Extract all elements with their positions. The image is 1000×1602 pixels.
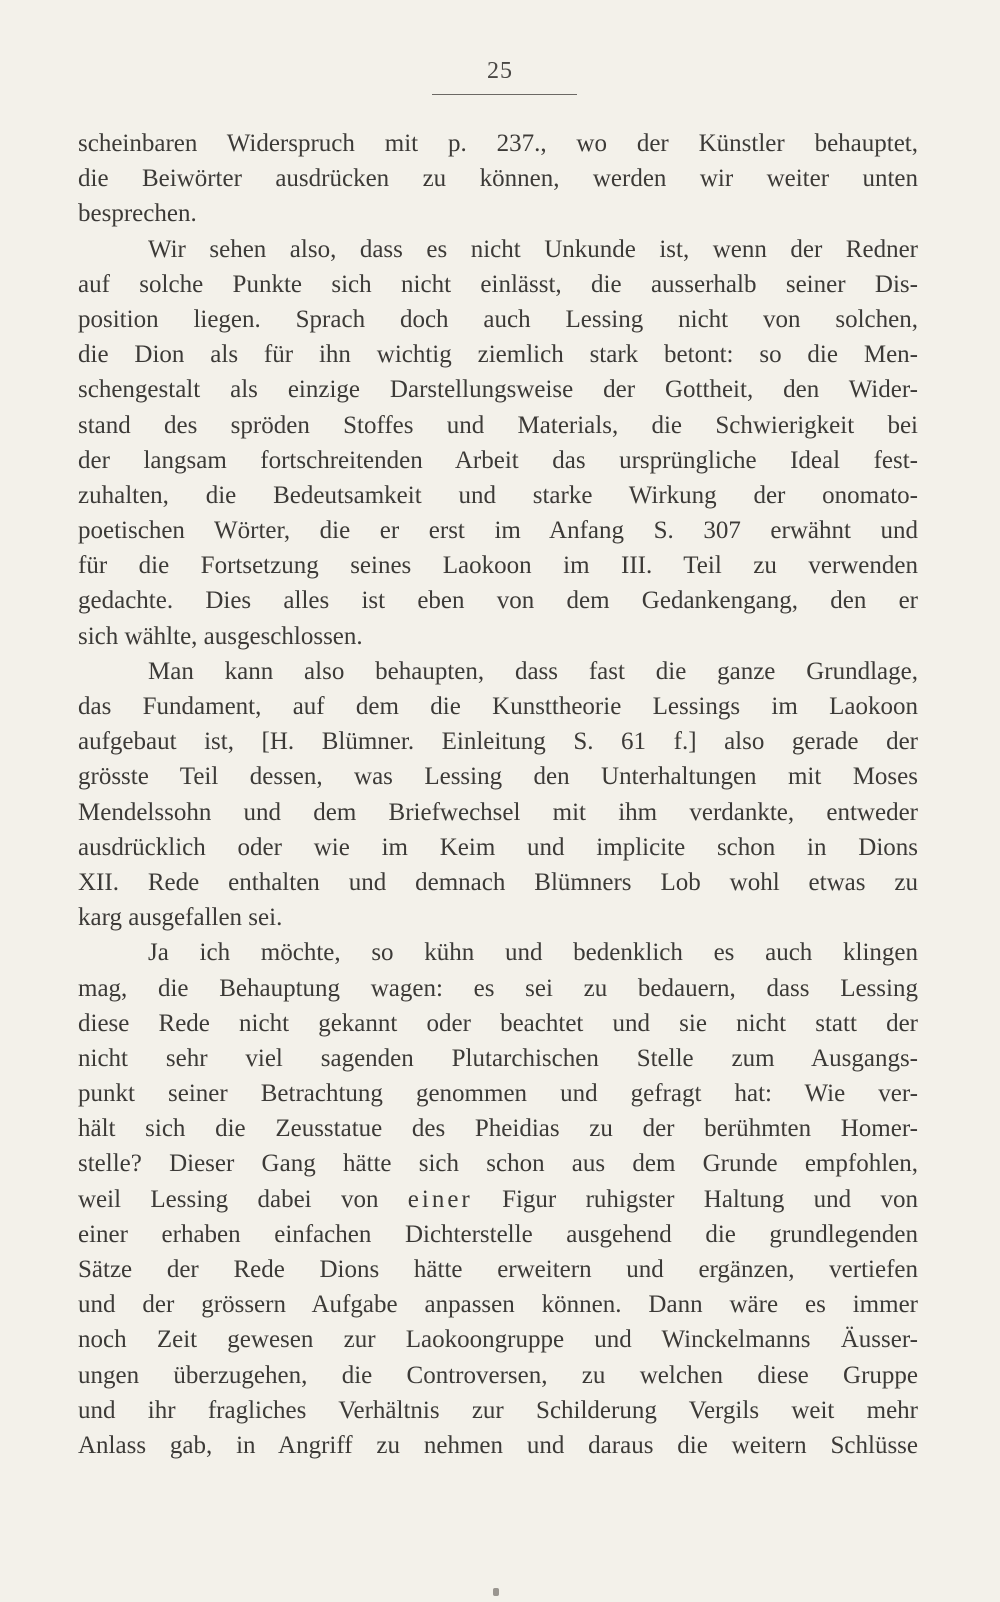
text-line: nicht sehr viel sagenden Plutarchischen Stelle zum Ausgangs- — [78, 1044, 918, 1072]
text-line: auf solche Punkte sich nicht einlässt, die ausserhalb seiner Dis- — [78, 270, 918, 298]
header-rule — [432, 94, 577, 95]
text-line: zuhalten, die Bedeutsamkeit und starke Wirkung der onomato- — [78, 481, 918, 509]
text-line: position liegen. Sprach doch auch Lessing nicht von solchen, — [78, 305, 918, 333]
text-line: der langsam fortschreitenden Arbeit das ursprüngliche Ideal fest- — [78, 446, 918, 474]
text-line: noch Zeit gewesen zur Laokoongruppe und Winckelmanns Äusser- — [78, 1326, 918, 1354]
text-line: sich wählte, ausgeschlossen. — [78, 622, 363, 650]
text-line: karg ausgefallen sei. — [78, 904, 283, 932]
text-line: Sätze der Rede Dions hätte erweitern und ergänzen, vertiefen — [78, 1256, 918, 1283]
page-number: 25 — [487, 58, 513, 84]
text-line: Ja ich möchte, so kühn und bedenklich es auch klingen — [148, 939, 918, 967]
body-text — [78, 126, 918, 1463]
text-line: einer erhaben einfachen Dichterstelle ausgehend die grundlegenden — [78, 1220, 918, 1248]
text-line: und ihr fragliches Verhältnis zur Schilderung Vergils weit mehr — [78, 1396, 918, 1424]
text-line: für die Fortsetzung seines Laokoon im III. Teil zu verwenden — [78, 552, 918, 580]
paragraph — [78, 126, 918, 232]
text-line: punkt seiner Betrachtung genommen und gefragt hat: Wie ver- — [78, 1080, 918, 1108]
text-line: diese Rede nicht gekannt oder beachtet und sie nicht statt der — [78, 1009, 918, 1037]
paragraph — [78, 935, 918, 1463]
text-line: poetischen Wörter, die er erst im Anfang S. 307 erwähnt und — [78, 517, 918, 545]
text-line: Wir sehen also, dass es nicht Unkunde ist, wenn der Redner — [148, 235, 918, 263]
paragraph — [78, 232, 918, 654]
emphasized-word: einer — [407, 1185, 473, 1213]
printing-mark — [493, 1588, 499, 1596]
text-line: scheinbaren Widerspruch mit p. 237., wo der Künstler behauptet, — [78, 130, 918, 157]
text-line: die Dion als für ihn wichtig ziemlich stark betont: so die Men- — [78, 341, 918, 369]
text-line: Man kann also behaupten, dass fast die ganze Grundlage, — [148, 657, 918, 685]
text-line: XII. Rede enthalten und demnach Blümners Lob wohl etwas zu — [78, 868, 918, 896]
text-line: grösste Teil dessen, was Lessing den Unterhaltungen mit Moses — [78, 763, 918, 791]
paragraph — [78, 654, 918, 936]
text-line: und der grössern Aufgabe anpassen können. Dann wäre es immer — [78, 1291, 918, 1319]
text-line: die Beiwörter ausdrücken zu können, werden wir weiter unten — [78, 165, 918, 193]
text-line: aufgebaut ist, [H. Blümner. Einleitung S. 61 f.] also gerade der — [78, 728, 918, 756]
text-line: schengestalt als einzige Darstellungsweise der Gottheit, den Wider- — [78, 376, 918, 404]
text-line: Anlass gab, in Angriff zu nehmen und daraus die weitern Schlüsse — [78, 1431, 918, 1459]
text-line: ungen überzugehen, die Controversen, zu welchen diese Gruppe — [78, 1361, 918, 1389]
text-line: besprechen. — [78, 200, 197, 228]
text-line: hält sich die Zeusstatue des Pheidias zu der berühmten Homer- — [78, 1115, 918, 1143]
text-line: gedachte. Dies alles ist eben von dem Gedankengang, den er — [78, 587, 918, 615]
text-line: mag, die Behauptung wagen: es sei zu bedauern, dass Lessing — [78, 974, 918, 1002]
text-line: weil Lessing dabei von einer Figur ruhigster Haltung und von — [78, 1185, 918, 1213]
text-line: ausdrücklich oder wie im Keim und implicite schon in Dions — [78, 833, 918, 861]
text-line: Mendelssohn und dem Briefwechsel mit ihm verdankte, entweder — [78, 798, 918, 826]
text-line: stand des spröden Stoffes und Materials, die Schwierigkeit bei — [78, 411, 918, 439]
text-line: stelle? Dieser Gang hätte sich schon aus dem Grunde empfohlen, — [78, 1150, 918, 1178]
text-line: das Fundament, auf dem die Kunsttheorie Lessings im Laokoon — [78, 693, 918, 720]
